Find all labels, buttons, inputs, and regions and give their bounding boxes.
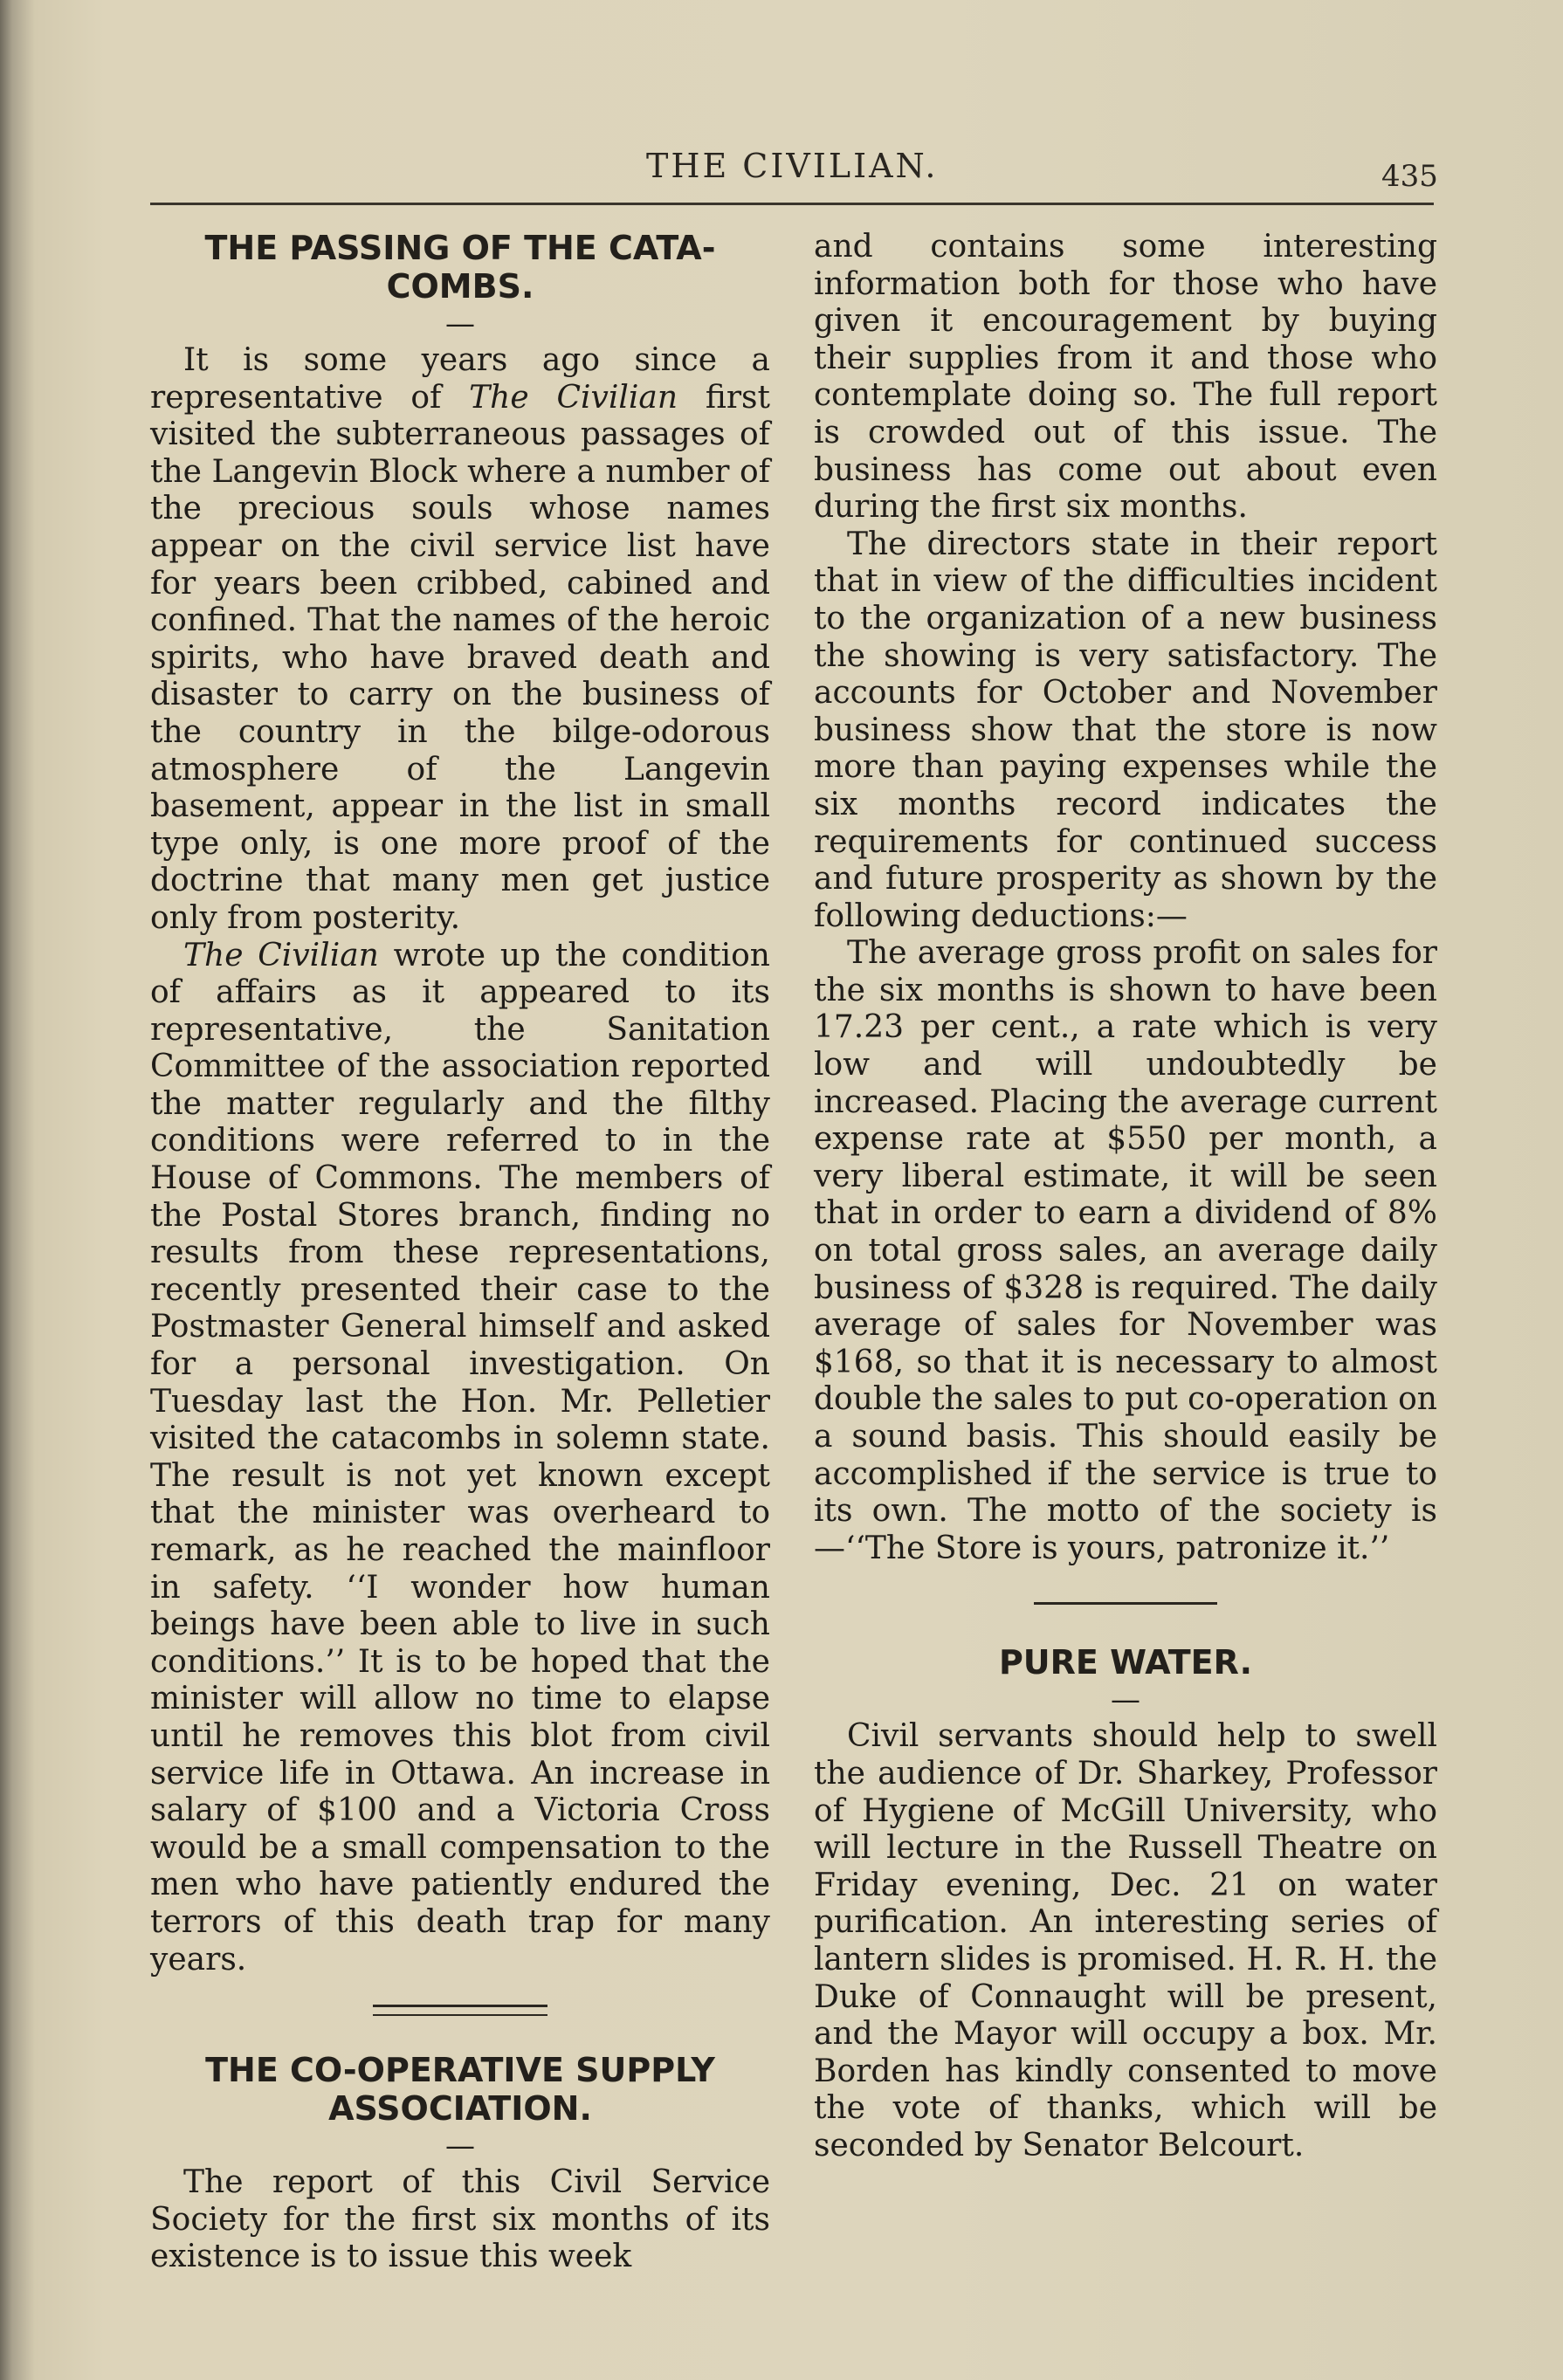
cooperative-paragraph-1-continued: and contains some interesting information both for those who have given it encouragement by buying their supplies from it and those who contemplate doing so. The full report is crowded out of this issue. The business has come out about even during the first six months. — [814, 229, 1437, 526]
running-header-title: THE CIVILIAN. — [646, 147, 939, 185]
catacombs-paragraph-2 — [150, 938, 770, 1979]
catacombs-paragraph-1 — [150, 342, 770, 938]
heading-separator: — — [445, 306, 475, 341]
pure-water-paragraph-1: Civil servants should help to swell the audience of Dr. Sharkey, Professor of Hygiene of McGill University, who will lecture in the Russell Theatre on Friday evening, Dec. 21 on water purification. An interesting series of lantern slides is promised. H. R. H. the Duke of Connaught will be present, and the Mayor will occupy a box. Mr. Borden has kindly consented to move the vote of thanks, which will be seconded by Senator Belcourt. — [814, 1718, 1437, 2163]
catacombs-p1-text-b: first visited the subterraneous passages of the Langevin Block where a number of the precious souls whose names appear on the civil service list have for years been cribbed, cabined and confined. That the names of the heroic spirits, who have braved death and disaster to carry on the business of the country in the bilge-odorous atmosphere of the Langevin basement, appear in the list in small type only, is one more proof of the doctrine that many men get justice only from posterity. — [150, 379, 770, 936]
article-heading-pure-water: PURE WATER. — [998, 1643, 1253, 1682]
header-rule — [150, 203, 1434, 205]
right-column — [814, 229, 1437, 2165]
publication-name: The Civilian — [183, 937, 379, 973]
section-divider-double — [373, 2005, 547, 2016]
page-number: 435 — [1381, 159, 1438, 194]
left-column — [150, 229, 770, 2276]
section-divider — [1034, 1602, 1217, 1605]
cooperative-paragraph-3: The average gross profit on sales for the six months is shown to have been 17.23 per cent., a rate which is very low and will undoubtedly be increased. Placing the average current expense rate at $550 per month, a very liberal estimate, it will be seen that in order to earn a dividend of 8% on total gross sales, an average daily business of $328 is required. The daily average of sales for November was $168, so that it is necessary to almost double the sales to put co-operation on a sound basis. This should easily be accomplished if the service is true to its own. The motto of the society is—‘‘The Store is yours, patronize it.’’ — [814, 935, 1437, 1566]
cooperative-paragraph-2: The directors state in their report that in view of the difficulties incident to the organization of a new business the showing is very satisfactory. The accounts for October and November business show that the store is now more than paying expenses while the six months record indicates the requirements for continued success and future prosperity as shown by the following deductions:— — [814, 526, 1437, 934]
catacombs-p1-text-a: It is some years ago since a representative of — [150, 342, 770, 416]
publication-name: The Civilian — [469, 379, 678, 416]
catacombs-p2-text: wrote up the condition of affairs as it appeared to its representative, the Sanitation Committee of the association reported the matter regularly and the filthy conditions were referred to in the House of Commons. The members of the Postal Stores branch, finding no results from these representations, recently presented their case to the Postmaster General himself and asked for a personal investigation. On Tuesday last the Hon. Mr. Pelletier visited the catacombs in solemn state. The result is not yet known except that the minister was overheard to remark, as he reached the mainfloor in safety. ‘‘I wonder how human beings have been able to live in such conditions.’’ It is to be hoped that the minister will allow no time to elapse until he removes this blot from civil service life in Ottawa. An increase in salary of $100 and a Victoria Cross would be a small compensation to the men who have patiently endured the terrors of this death trap for many years. — [150, 937, 770, 1978]
heading-separator: — — [1111, 1682, 1140, 1718]
article-heading-cooperative: THE CO-OPERATIVE SUPPLY ASSOCIATION. — [205, 2051, 715, 2129]
cooperative-paragraph-1: The report of this Civil Service Society for the first six months of its existence is to issue this week — [150, 2164, 770, 2275]
article-heading-catacombs: THE PASSING OF THE CATA-COMBS. — [204, 229, 716, 306]
heading-separator: — — [445, 2129, 475, 2164]
